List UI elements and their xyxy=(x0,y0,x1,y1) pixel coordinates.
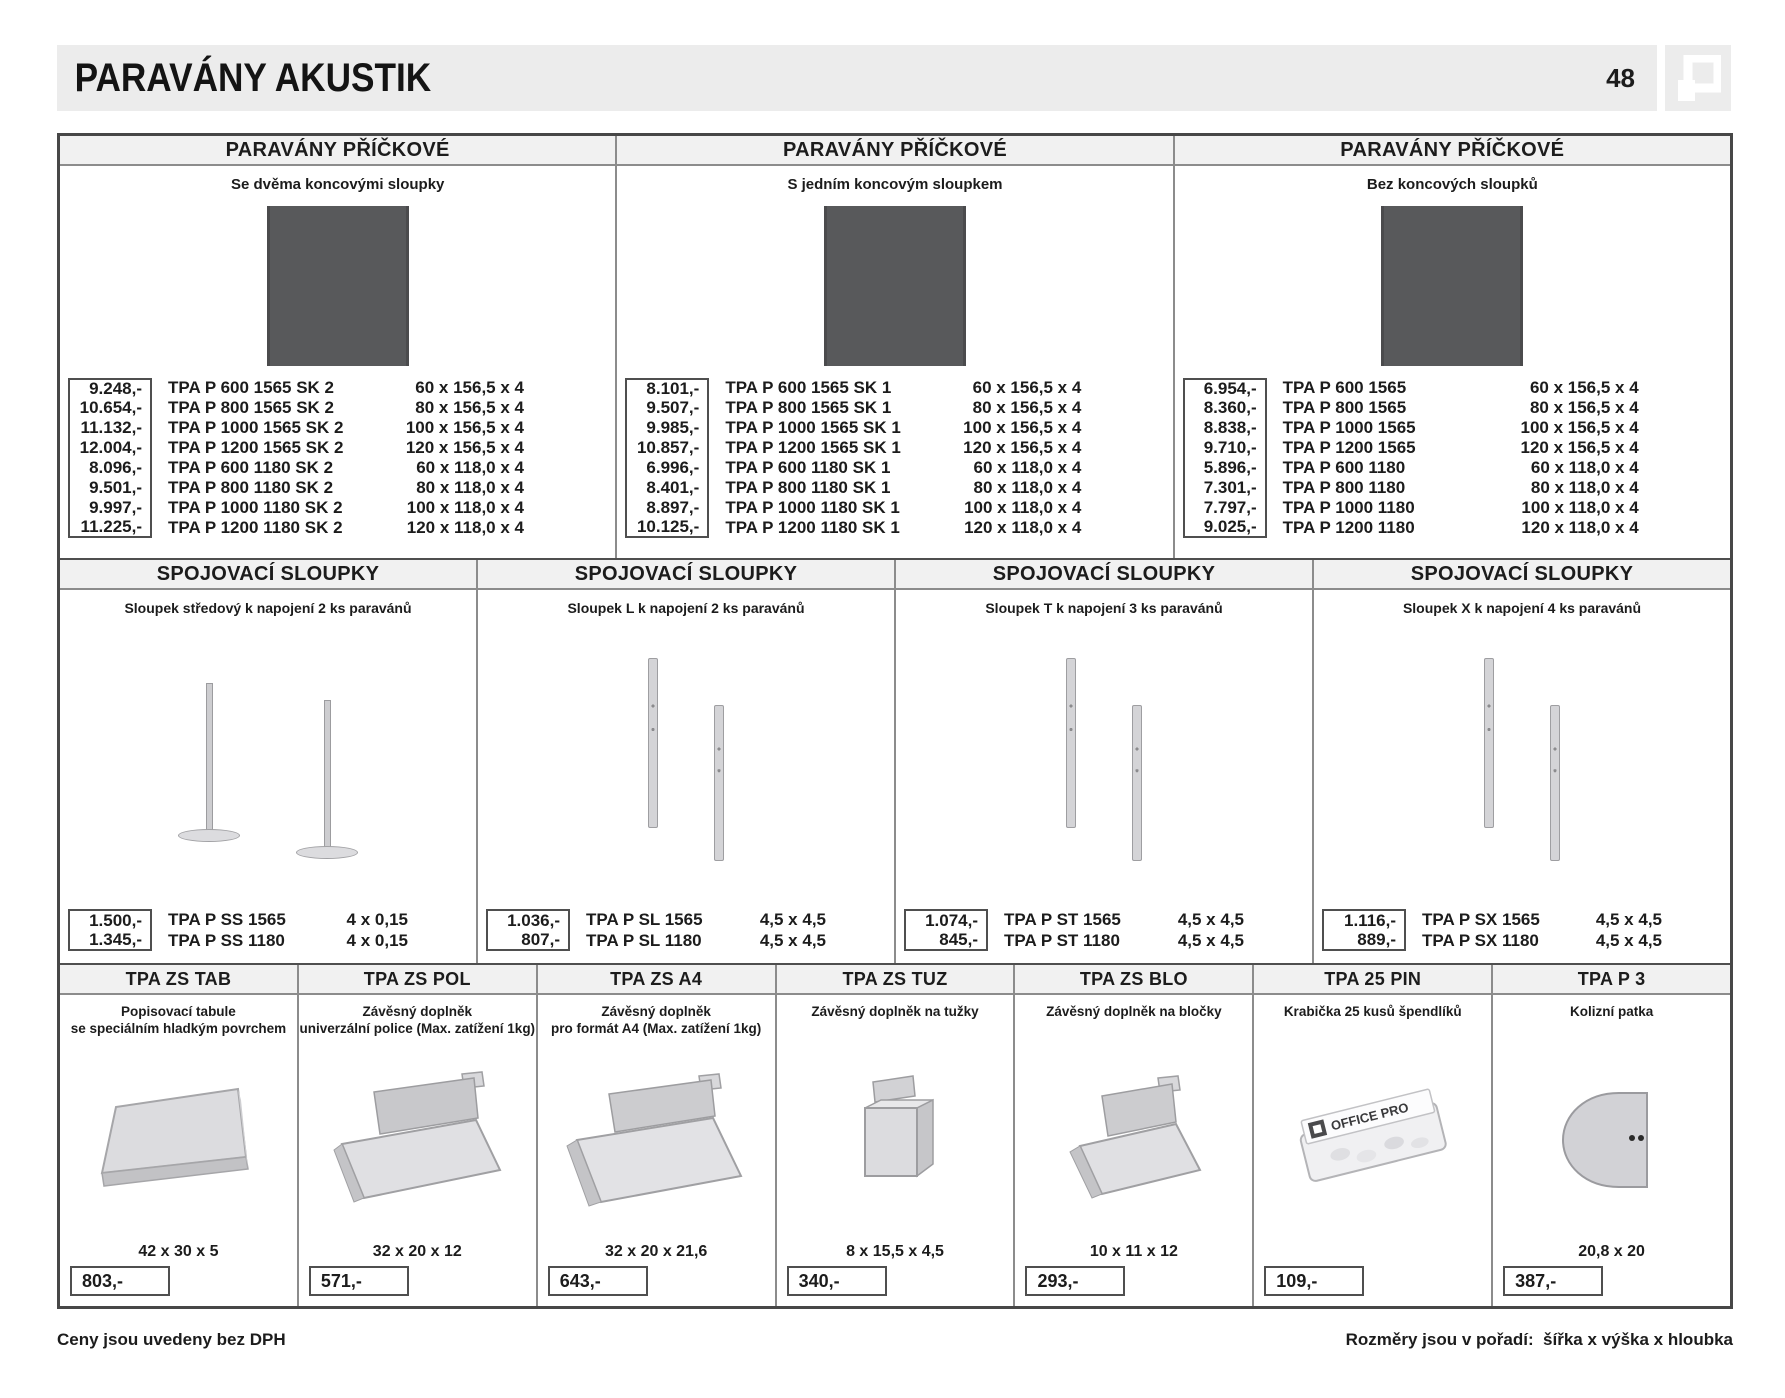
product-code: TPA P 1200 1180 SK 1 xyxy=(725,518,900,537)
collision-foot-image xyxy=(1493,1039,1730,1243)
dimensions: 60 x 118,0 x 4 xyxy=(416,458,524,477)
table-row xyxy=(1183,378,1730,398)
price: 9.985,- xyxy=(625,418,709,438)
partition-panel-image xyxy=(824,206,966,366)
section-header: SPOJOVACÍ SLOUPKY xyxy=(60,560,476,590)
product-code: TPA P SS 1565 xyxy=(168,909,286,929)
post-with-base xyxy=(296,700,358,859)
dimensions xyxy=(1254,1243,1491,1262)
table-row xyxy=(1322,930,1730,951)
dimensions: 120 x 118,0 x 4 xyxy=(406,518,524,537)
table-row xyxy=(625,398,1172,418)
dimensions: 80 x 118,0 x 4 xyxy=(973,478,1082,497)
price: 12.004,- xyxy=(68,438,152,458)
product-code: TPA P 800 1565 SK 2 xyxy=(168,398,335,417)
price: 10.857,- xyxy=(625,438,709,458)
dimensions: 60 x 118,0 x 4 xyxy=(973,458,1082,477)
section-header: TPA ZS POL xyxy=(299,965,536,995)
dimensions: 32 x 20 x 21,6 xyxy=(604,1243,708,1260)
dimensions: 60 x 156,5 x 4 xyxy=(972,378,1082,397)
dimensions: 80 x 118,0 x 4 xyxy=(416,478,524,497)
column-pol xyxy=(299,965,538,1306)
table-row xyxy=(1183,458,1730,478)
product-code: TPA P ST 1180 xyxy=(1004,930,1120,950)
dimensions: 80 x 156,5 x 4 xyxy=(1529,398,1639,417)
dimensions: 4 x 0,15 xyxy=(346,909,408,929)
section-header: PARAVÁNY PŘÍČKOVÉ xyxy=(1175,136,1730,166)
band-accessories xyxy=(60,963,1730,1306)
product-code: TPA P 800 1180 SK 1 xyxy=(725,478,891,497)
dimensions: 100 x 156,5 x 4 xyxy=(1520,418,1639,437)
price: 803,- xyxy=(82,1270,124,1291)
dimensions: 100 x 118,0 x 4 xyxy=(964,498,1082,517)
price: 8.360,- xyxy=(1183,398,1267,418)
dimensions: 100 x 156,5 x 4 xyxy=(405,418,524,437)
dimensions: 4,5 x 4,5 xyxy=(1177,930,1244,950)
dimensions: 10 x 11 x 12 xyxy=(1089,1243,1178,1260)
price: 9.248,- xyxy=(68,378,152,398)
column-subtitle: Závěsný doplněk pro formát A4 (Max. zatížení 1kg) xyxy=(551,1004,762,1036)
column-subtitle: Závěsný doplněk na tužky xyxy=(811,1004,979,1019)
product-code: TPA P 1000 1180 SK 1 xyxy=(725,498,900,517)
section-header: TPA 25 PIN xyxy=(1254,965,1491,995)
column-subtitle: Krabička 25 kusů špendlíků xyxy=(1283,1004,1462,1019)
price: 1.345,- xyxy=(68,930,152,951)
dimensions: 32 x 20 x 12 xyxy=(372,1243,462,1260)
price-list xyxy=(1183,378,1730,538)
partition-panel-image xyxy=(1381,206,1523,366)
notes-shelf-image xyxy=(1015,1039,1252,1243)
dimensions: 4,5 x 4,5 xyxy=(759,930,826,950)
table-row xyxy=(68,458,615,478)
dimensions: 120 x 156,5 x 4 xyxy=(963,438,1082,457)
table-row xyxy=(625,518,1172,538)
universal-shelf-image xyxy=(299,1039,536,1243)
price-box xyxy=(309,1266,409,1296)
product-code: TPA P 1200 1565 xyxy=(1282,438,1416,457)
product-code: TPA P ST 1565 xyxy=(1004,909,1121,929)
dimensions: 120 x 118,0 x 4 xyxy=(964,518,1082,537)
price: 1.116,- xyxy=(1322,909,1406,930)
product-code: TPA P SL 1180 xyxy=(586,930,702,950)
section-header: PARAVÁNY PŘÍČKOVÉ xyxy=(617,136,1172,166)
product-code: TPA P 1000 1565 SK 1 xyxy=(725,418,901,437)
column-subtitle: Sloupek L k napojení 2 ks paravánů xyxy=(567,600,805,616)
column-blo xyxy=(1015,965,1254,1306)
table-row xyxy=(68,478,615,498)
product-code: TPA P 600 1180 xyxy=(1282,458,1406,477)
table-row xyxy=(625,458,1172,478)
price: 8.101,- xyxy=(625,378,709,398)
table-row xyxy=(68,518,615,538)
price-box xyxy=(548,1266,648,1296)
price: 11.132,- xyxy=(68,418,152,438)
price: 571,- xyxy=(320,1270,362,1291)
price: 1.036,- xyxy=(486,909,570,930)
table-row xyxy=(68,378,615,398)
product-code: TPA P 1000 1180 xyxy=(1282,498,1415,517)
section-header: SPOJOVACÍ SLOUPKY xyxy=(1314,560,1730,590)
writing-tablet-image xyxy=(60,1039,297,1243)
dimensions: 4 x 0,15 xyxy=(346,930,408,950)
product-code: TPA P 600 1180 SK 1 xyxy=(725,458,891,477)
price: 8.897,- xyxy=(625,498,709,518)
column-post-t xyxy=(896,560,1314,963)
table-row xyxy=(1322,909,1730,930)
column-subtitle: Sloupek T k napojení 3 ks paravánů xyxy=(985,600,1223,616)
dimensions: 4,5 x 4,5 xyxy=(1595,930,1662,950)
table-row xyxy=(68,930,476,951)
column-subtitle: Kolizní patka xyxy=(1569,1004,1654,1019)
column-tuz xyxy=(777,965,1016,1306)
page-header-bar xyxy=(57,45,1657,111)
column-subtitle: Závěsný doplněk univerzální police (Max. zatížení 1kg) xyxy=(299,1004,536,1036)
price-list xyxy=(68,909,476,951)
table-row xyxy=(486,909,894,930)
price: 109,- xyxy=(1276,1270,1318,1291)
table-row xyxy=(486,930,894,951)
column-pin xyxy=(1254,965,1493,1306)
table-row xyxy=(1183,438,1730,458)
dimensions: 120 x 156,5 x 4 xyxy=(1520,438,1639,457)
dimensions: 42 x 30 x 5 xyxy=(138,1243,219,1260)
product-code: TPA P 800 1565 xyxy=(1282,398,1407,417)
table-row xyxy=(68,438,615,458)
price-list xyxy=(68,378,615,538)
price: 7.301,- xyxy=(1183,478,1267,498)
price: 889,- xyxy=(1322,930,1406,951)
price: 340,- xyxy=(798,1270,840,1291)
brand-logo xyxy=(1665,45,1731,111)
price: 1.074,- xyxy=(904,909,988,930)
price: 11.225,- xyxy=(68,518,152,538)
pin-box-image xyxy=(1254,1039,1491,1243)
product-code: TPA P 600 1565 xyxy=(1282,378,1407,397)
table-row xyxy=(625,418,1172,438)
page-number: 48 xyxy=(1606,62,1635,93)
section-header: TPA ZS BLO xyxy=(1015,965,1252,995)
price: 807,- xyxy=(486,930,570,951)
dimensions: 100 x 118,0 x 4 xyxy=(1521,498,1639,517)
dimensions: 4,5 x 4,5 xyxy=(1595,909,1662,929)
price: 7.797,- xyxy=(1183,498,1267,518)
price: 8.838,- xyxy=(1183,418,1267,438)
l-post-image xyxy=(478,616,894,909)
price-box xyxy=(1503,1266,1603,1296)
section-header: PARAVÁNY PŘÍČKOVÉ xyxy=(60,136,615,166)
section-header: TPA P 3 xyxy=(1493,965,1730,995)
table-row xyxy=(1183,418,1730,438)
dimensions: 80 x 156,5 x 4 xyxy=(415,398,524,417)
dimensions: 60 x 156,5 x 4 xyxy=(1529,378,1639,397)
section-header: TPA ZS TAB xyxy=(60,965,297,995)
table-row xyxy=(1183,498,1730,518)
column-post-center xyxy=(60,560,478,963)
product-code: TPA P 600 1180 SK 2 xyxy=(168,458,334,477)
column-post-x xyxy=(1314,560,1730,963)
dimensions: 60 x 156,5 x 4 xyxy=(415,378,524,397)
column-subtitle: Sloupek středový k napojení 2 ks paravánů xyxy=(124,600,412,616)
band-partitions xyxy=(60,136,1730,558)
dimensions: 100 x 156,5 x 4 xyxy=(963,418,1082,437)
dimensions: 80 x 118,0 x 4 xyxy=(1530,478,1639,497)
table-row xyxy=(904,909,1312,930)
price: 9.507,- xyxy=(625,398,709,418)
table-row xyxy=(625,438,1172,458)
column-subtitle: S jedním koncovým sloupkem xyxy=(787,176,1003,193)
price-box xyxy=(70,1266,170,1296)
section-header: SPOJOVACÍ SLOUPKY xyxy=(896,560,1312,590)
table-row xyxy=(68,498,615,518)
product-code: TPA P 800 1180 xyxy=(1282,478,1406,497)
price-list xyxy=(486,909,894,951)
column-partition-plain xyxy=(1175,136,1730,558)
section-header: SPOJOVACÍ SLOUPKY xyxy=(478,560,894,590)
price: 10.125,- xyxy=(625,518,709,538)
post-with-base xyxy=(178,683,240,842)
column-subtitle: Se dvěma koncovými sloupky xyxy=(230,176,445,193)
table-row xyxy=(625,498,1172,518)
dimensions: 4,5 x 4,5 xyxy=(1177,909,1244,929)
table-row xyxy=(68,398,615,418)
column-partition-sk2 xyxy=(60,136,617,558)
table-row xyxy=(68,909,476,930)
price: 8.401,- xyxy=(625,478,709,498)
dimensions: 8 x 15,5 x 4,5 xyxy=(846,1243,944,1260)
price: 643,- xyxy=(559,1270,601,1291)
column-subtitle: Bez koncových sloupků xyxy=(1366,176,1538,193)
price: 6.996,- xyxy=(625,458,709,478)
price: 8.096,- xyxy=(68,458,152,478)
column-subtitle: Popisovací tabule se speciálním hladkým povrchem xyxy=(70,1004,287,1036)
product-code: TPA P SX 1180 xyxy=(1422,930,1539,950)
price: 5.896,- xyxy=(1183,458,1267,478)
price: 845,- xyxy=(904,930,988,951)
t-post-image xyxy=(896,616,1312,909)
table-row xyxy=(68,418,615,438)
dimensions: 120 x 118,0 x 4 xyxy=(1521,518,1639,537)
brand-logo-icon xyxy=(1675,55,1721,101)
column-tab xyxy=(60,965,299,1306)
table-row xyxy=(625,378,1172,398)
product-code: TPA P 600 1565 SK 1 xyxy=(725,378,892,397)
price: 9.710,- xyxy=(1183,438,1267,458)
price-list xyxy=(625,378,1172,538)
product-code: TPA P 1000 1565 SK 2 xyxy=(168,418,344,437)
product-code: TPA P SS 1180 xyxy=(168,930,285,950)
dimensions: 60 x 118,0 x 4 xyxy=(1530,458,1639,477)
price-box xyxy=(1264,1266,1364,1296)
column-a4 xyxy=(538,965,777,1306)
section-header: TPA ZS TUZ xyxy=(777,965,1014,995)
price: 387,- xyxy=(1515,1270,1557,1291)
dimensions: 4,5 x 4,5 xyxy=(759,909,826,929)
product-code: TPA P 600 1565 SK 2 xyxy=(168,378,335,397)
price-box xyxy=(787,1266,887,1296)
product-code: TPA P 1200 1180 SK 2 xyxy=(168,518,343,537)
pencil-holder-image xyxy=(777,1039,1014,1243)
price: 6.954,- xyxy=(1183,378,1267,398)
price: 9.997,- xyxy=(68,498,152,518)
dimensions: 100 x 118,0 x 4 xyxy=(406,498,524,517)
product-code: TPA P 1000 1565 xyxy=(1282,418,1416,437)
footer-note-prices: Ceny jsou uvedeny bez DPH xyxy=(57,1330,286,1349)
a4-shelf-image xyxy=(538,1039,775,1243)
catalog-table xyxy=(57,133,1733,1309)
dimensions: 20,8 x 20 xyxy=(1578,1243,1645,1260)
price: 10.654,- xyxy=(68,398,152,418)
product-code: TPA P SX 1565 xyxy=(1422,909,1540,929)
column-subtitle: Závěsný doplněk na bločky xyxy=(1046,1004,1222,1019)
column-post-l xyxy=(478,560,896,963)
dimensions: 80 x 156,5 x 4 xyxy=(972,398,1082,417)
price: 9.501,- xyxy=(68,478,152,498)
table-row xyxy=(625,478,1172,498)
price-box xyxy=(1025,1266,1125,1296)
product-code: TPA P 1200 1565 SK 2 xyxy=(168,438,344,457)
price-list xyxy=(904,909,1312,951)
price: 1.500,- xyxy=(68,909,152,930)
product-code: TPA P 800 1565 SK 1 xyxy=(725,398,892,417)
product-code: TPA P 1000 1180 SK 2 xyxy=(168,498,343,517)
column-partition-sk1 xyxy=(617,136,1174,558)
dimensions: 120 x 156,5 x 4 xyxy=(405,438,524,457)
footer-note-dimensions: Rozměry jsou v pořadí: šířka x výška x hloubka xyxy=(1345,1330,1733,1349)
product-code: TPA P SL 1565 xyxy=(586,909,703,929)
column-subtitle: Sloupek X k napojení 4 ks paravánů xyxy=(1402,600,1642,616)
partition-panel-image xyxy=(267,206,409,366)
x-post-image xyxy=(1314,616,1730,909)
column-p3 xyxy=(1493,965,1730,1306)
price-list xyxy=(1322,909,1730,951)
price: 9.025,- xyxy=(1183,518,1267,538)
table-row xyxy=(1183,518,1730,538)
product-code: TPA P 1200 1565 SK 1 xyxy=(725,438,901,457)
table-row xyxy=(904,930,1312,951)
center-post-image xyxy=(60,616,476,909)
section-header: TPA ZS A4 xyxy=(538,965,775,995)
table-row xyxy=(1183,398,1730,418)
product-code: TPA P 800 1180 SK 2 xyxy=(168,478,334,497)
table-row xyxy=(1183,478,1730,498)
price: 293,- xyxy=(1037,1270,1079,1291)
product-code: TPA P 1200 1180 xyxy=(1282,518,1415,537)
pin-box-label: OFFICE PRO xyxy=(1329,1099,1410,1134)
band-connector-posts xyxy=(60,558,1730,963)
page-title: PARAVÁNY AKUSTIK xyxy=(74,55,432,100)
